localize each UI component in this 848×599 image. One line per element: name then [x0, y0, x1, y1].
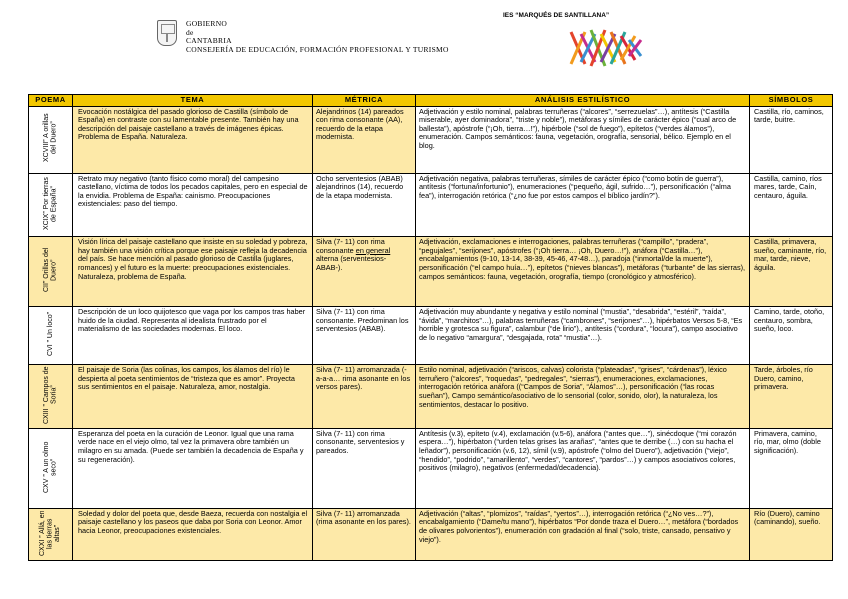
poema-cell — [29, 237, 73, 307]
tema-cell: Esperanza del poeta en la curación de Leonor. Igual que una rama verde nace en el viejo olmo, tal vez la primavera obre también un milagro en su amada. (Puede ser también la decadencia de España y su regeneración). — [73, 428, 313, 508]
col-header-analisis: ANÁLISIS ESTILÍSTICO — [416, 95, 750, 107]
school-name: IES “MARQUÉS DE SANTILLANA” — [503, 12, 610, 19]
simbolos-cell: Castilla, primavera, sueño, caminante, río, mar, tarde, nieve, águila. — [750, 237, 833, 307]
government-heading — [186, 20, 449, 54]
analisis-cell: Estilo nominal, adjetivación (“ariscos, calvas) colorista (“plateadas”, “grises”, “cárdenas”), léxico terruñero (“alcores”, “roquedas”, “pedregales”, “sierras”), enumeraciones, exclamaciones, interrogación retórica anáfora ((“Campos de Soria”, “Álamos”…), personificación (“las rocas sueñan”), Campo semántico/asociativo de lo sensorial (color, sonido, olor), la naturaleza, los sentimientos, destacar lo positivo. — [416, 365, 750, 429]
poema-cell — [29, 173, 73, 237]
analisis-cell: Adjetivación (“altas”, “plomizos”, “raídas”, “yertos”…), interrogación retórica (“¿No ves…?”), encabalgamiento (“Dame/tu mano”), hipérbatos “Por donde traza el Duero…”, metáfora (“bordados de olivares polvorientos”), enumeración con gradación al final (“solo, triste, cansado, pensativo y viejo”). — [416, 508, 750, 561]
simbolos-cell: Camino, tarde, otoño, centauro, sombra, sueño, loco. — [750, 307, 833, 365]
poema-title: CXIII ” Campos de Soria” — [42, 366, 58, 424]
poema-title: CXXI ” Allá, en las tierras altas” — [39, 510, 62, 557]
table-row — [29, 106, 833, 173]
metrica-cell: Silva (7- 11) arromanzada (-a-a-a… rima asonante en los versos pares). — [313, 365, 416, 429]
simbolos-cell: Primavera, camino, río, mar, olmo (doble significación). — [750, 428, 833, 508]
gov-line: CONSEJERÍA DE EDUCACIÓN, FORMACIÓN PROFESIONAL Y TURISMO — [186, 44, 449, 54]
table-header-row — [29, 95, 833, 107]
metrica-cell: Alejandrinos (14) pareados con rima consonante (AA), recuerdo de la etapa modernista. — [313, 106, 416, 173]
poems-analysis-table — [28, 94, 833, 561]
metrica-cell: Silva (7- 11) con rima consonante, serventesios y pareados. — [313, 428, 416, 508]
simbolos-cell: Castilla, camino, ríos mares, tarde, Caín, centauro, águila. — [750, 173, 833, 237]
poema-title: XCIX” Por tierras de España” — [42, 177, 58, 231]
col-header-metrica: MÉTRICA — [313, 95, 416, 107]
poema-title: CII” Orillas del Duero” — [42, 248, 58, 293]
coat-of-arms-icon — [157, 20, 177, 46]
poema-title: XCVIII” A orillas del Duero” — [42, 113, 58, 163]
metrica-text: alterna (serventesios- ABAB-). — [316, 254, 387, 272]
poema-cell — [29, 365, 73, 429]
tema-cell: Evocación nostálgica del pasado glorioso de Castilla (símbolo de España) en contraste con su lamentable presente. También hay una descripción del paisaje castellano a través de imágenes épicas. Problema de España. Naturaleza. — [73, 106, 313, 173]
tema-cell: Descripción de un loco quijotesco que vaga por los campos tras haber huido de la ciudad. Representa al idealista frustrado por el materialismo de las sociedades modernas. El loco. — [73, 307, 313, 365]
page-header — [0, 0, 848, 92]
analisis-cell: Antítesis (v.3), epíteto (v.4), exclamación (v.5-6), anáfora (“antes que…”), sinécdoque (“mi corazón espera…”), hipérbaton (“urden telas grises las arañas”, “antes que te derribe (…) con su hacha el leñador”), personificación (v.6, 12), símil (v.9), apóstrofe (“olmo del Duero”), adjetivación (“viejo”, “hendido”, “podrido”, “amarillento”, “verdes”, “cantores”, “pardos”…) y campos asociativos colores, positivos (milagro), negativos (enfermedad/decadencia). — [416, 428, 750, 508]
gov-line: CANTABRIA — [186, 36, 232, 45]
metrica-cell — [313, 237, 416, 307]
table-row — [29, 365, 833, 429]
poema-cell — [29, 428, 73, 508]
analisis-cell: Adjetivación y estilo nominal, palabras terruñeras (“alcores”, “serrezuelas”…), antítesis (“Castilla miserable, ayer dominadora”, “triste y noble”), metáforas y símiles de carácter épico (“cual arco de ballesta”), apóstrofe (“¡Oh, tierra…!”), hipérbole (“sol de fuego”), epítetos (“verdes álamos”), enumeración. Campos semánticos: fauna, vegetación, orografía, sensorial, bélico. Ejemplo en el blog. — [416, 106, 750, 173]
analisis-cell: Adjetivación negativa, palabras terruñeras, símiles de carácter épico (“como botín de guerra”), antítesis (“fortuna/infortunio”), enumeraciones (“pequeño, ágil, sufrido…”), personificación (“alma fea”), interrogación retórica (“¿no fue por estos campos el bíblico jardín?”). — [416, 173, 750, 237]
gov-line: de — [186, 27, 194, 37]
poema-cell — [29, 106, 73, 173]
table-row — [29, 173, 833, 237]
table-row — [29, 237, 833, 307]
analisis-cell: Adjetivación muy abundante y negativa y estilo nominal (“mustia”, “desabrida”, “estéril”, “raída”, “ávida”, “marchitos”…), palabras terruñeras (“cambrones”, “serijones”…), hipérbatos Versos 5-8, “Es horrible y grotesca su figura”, calambur (“de lirio”)., antítesis (“cordura”, “locura”), campo asociativo de lo negativo “amargura”, “desgajada, rota” “mustia”…). — [416, 307, 750, 365]
simbolos-cell: Río (Duero), camino (caminando), sueño. — [750, 508, 833, 561]
simbolos-cell: Castilla, río, caminos, tarde, buitre. — [750, 106, 833, 173]
school-logo-icon — [565, 26, 645, 70]
table-row — [29, 307, 833, 365]
analisis-cell: Adjetivación, exclamaciones e interrogaciones, palabras terruñeras (“campillo”, “pradera”, “pegujales”, “serijones”, apóstrofes (“¡Oh tierra… ¡Oh, Duero…!”), anáfora (“Castilla…”), encabalgamientos (9-10, 13-14, 38-39, 45-46, 47-48…), paradoja (“inmortal/de la muerte”), personificación (“el campo huía…”), epítetos (“nieves blancas”), metáforas (“turbante” de las sierras), campos semánticos: fauna, vegetación, orografía, tiempo (cronológico y atmosférico). — [416, 237, 750, 307]
table-row — [29, 508, 833, 561]
metrica-cell: Silva (7- 11) con rima consonante. Predominan los serventesios (ABAB). — [313, 307, 416, 365]
col-header-tema: TEMA — [73, 95, 313, 107]
tema-cell: Soledad y dolor del poeta que, desde Baeza, recuerda con nostalgia el paisaje castellano y los paseos que daba por Soria con Leonor. Amor hacia Leonor, preocupaciones existenciales. — [73, 508, 313, 561]
col-header-poema: POEMA — [29, 95, 73, 107]
poema-title: CVI ” Un loco” — [46, 312, 54, 357]
poema-cell — [29, 508, 73, 561]
simbolos-cell: Tarde, árboles, río Duero, camino, primavera. — [750, 365, 833, 429]
table-row — [29, 428, 833, 508]
metrica-underlined: en general — [355, 245, 391, 255]
poema-cell — [29, 307, 73, 365]
tema-cell: El paisaje de Soria (las colinas, los campos, los álamos del río) le despierta al poeta sentimientos de “tristeza que es amor”. Proyecta sus sentimientos en el paisaje. Naturaleza, amor, nostalgia. — [73, 365, 313, 429]
metrica-cell: Ocho serventesios (ABAB) alejandrinos (14), recuerdo de la etapa modernista. — [313, 173, 416, 237]
tema-cell: Visión lírica del paisaje castellano que insiste en su soledad y pobreza, hay también una visión crítica porque ese paisaje refleja la decadencia del país. Se hace mención al pasado glorioso de Castilla (juglares, romances) y el futuro es la muerte: preocupaciones existenciales. Naturaleza, problema de España. — [73, 237, 313, 307]
poema-title: CXV ” A un olmo seco” — [42, 441, 58, 493]
gov-line: GOBIERNO — [186, 19, 228, 28]
col-header-simbolos: SÍMBOLOS — [750, 95, 833, 107]
tema-cell: Retrato muy negativo (tanto físico como moral) del campesino castellano, víctima de todos los pecados capitales, pero en especial de la envidia. Problema de España: cainismo. Preocupaciones existenciales: paso del tiempo. — [73, 173, 313, 237]
metrica-cell: Silva (7- 11) arromanzada (rima asonante en los pares). — [313, 508, 416, 561]
metrica-text: Silva (7- 11) con rima consonante — [316, 237, 385, 255]
